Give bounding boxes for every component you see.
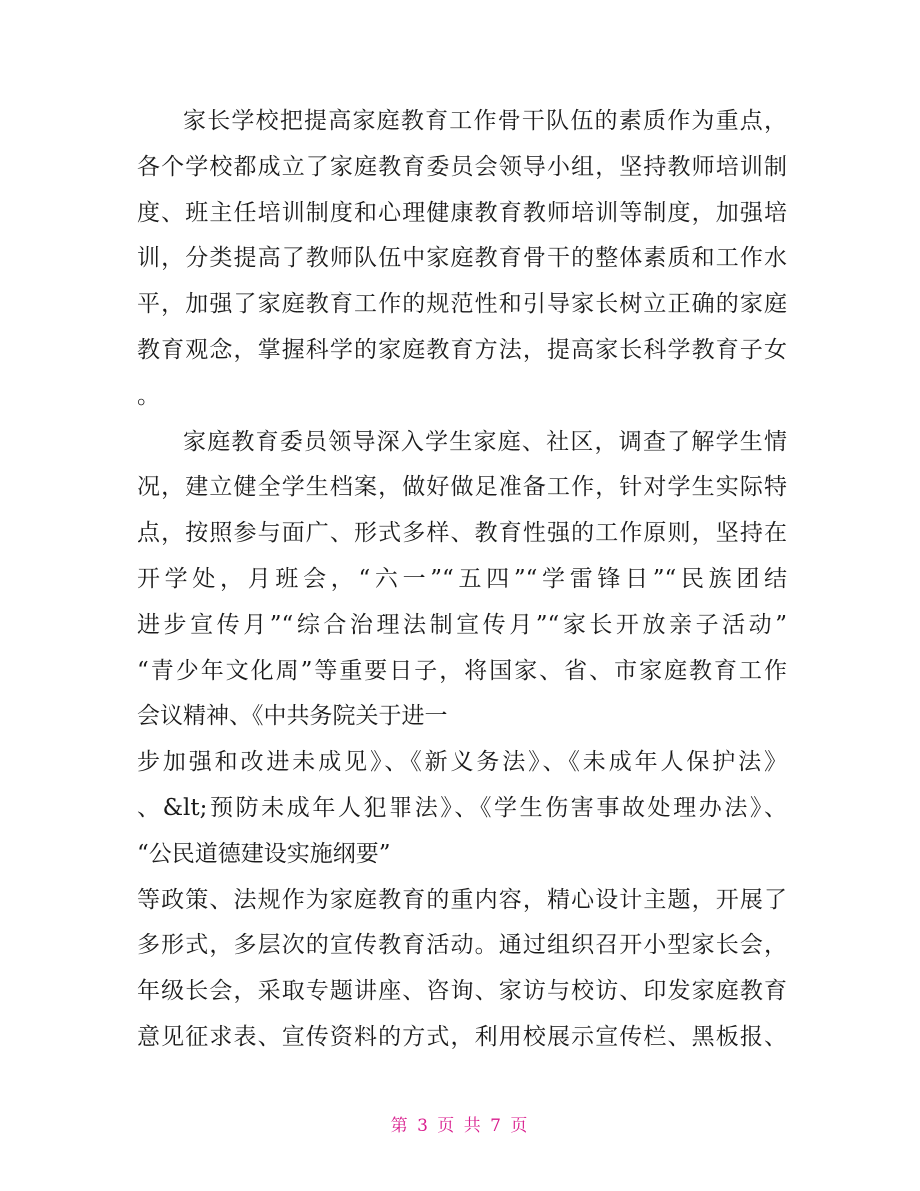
text-line: 年级长会，采取专题讲座、咨询、家访与校访、印发家庭教育 — [137, 978, 787, 1005]
text-line: 步加强和改进未成见》、《新义务法》、《未成年人保护法》 — [137, 749, 787, 776]
text-line: 平，加强了家庭教育工作的规范性和引导家长树立正确的家庭 — [137, 291, 787, 318]
text-line: 。 — [137, 382, 160, 409]
text-line: 教育观念，掌握科学的家庭教育方法，提高家长科学教育子女 — [137, 336, 787, 363]
page-footer — [0, 1111, 920, 1136]
text-line: 多形式，多层次的宣传教育活动。通过组织召开小型家长会， — [137, 932, 787, 959]
text-line: 等政策、法规作为家庭教育的重内容，精心设计主题，开展了 — [137, 886, 787, 913]
text-line: 、&lt;预防未成年人犯罪法》、《学生伤害事故处理办法》、 — [137, 794, 787, 821]
text-line: 况，建立健全学生档案，做好做足准备工作，针对学生实际特 — [137, 474, 787, 501]
text-line: 家长学校把提高家庭教育工作骨干队伍的素质作为重点， — [183, 108, 787, 134]
text-line: 训，分类提高了教师队伍中家庭教育骨干的整体素质和工作水 — [137, 245, 787, 272]
text-line: 家庭教育委员领导深入学生家庭、社区，调查了解学生情 — [183, 428, 787, 455]
text-line: 度、班主任培训制度和心理健康教育教师培训等制度，加强培 — [137, 199, 787, 226]
document-body — [137, 99, 787, 1061]
text-line: 开学处，月班会，“六一”“五四”“学雷锋日”“民族团结 — [137, 565, 787, 592]
text-line: 会议精神、《中共务院关于进一 — [137, 703, 448, 730]
text-line: 进步宣传月”“综合治理法制宣传月”“家长开放亲子活动” — [137, 611, 787, 638]
text-line: 各个学校都成立了家庭教育委员会领导小组，坚持教师培训制 — [137, 153, 787, 180]
text-line: 点，按照参与面广、形式多样、教育性强的工作原则，坚持在 — [137, 520, 787, 547]
text-line: 意见征求表、宣传资料的方式，利用校展示宣传栏、黑板报、 — [137, 1023, 787, 1050]
text-line: “青少年文化周”等重要日子，将国家、省、市家庭教育工作 — [137, 657, 787, 684]
page-number-label: 第 3 页 共 7 页 — [390, 1116, 530, 1136]
text-line: “公民道德建设实施纲要” — [137, 840, 391, 867]
